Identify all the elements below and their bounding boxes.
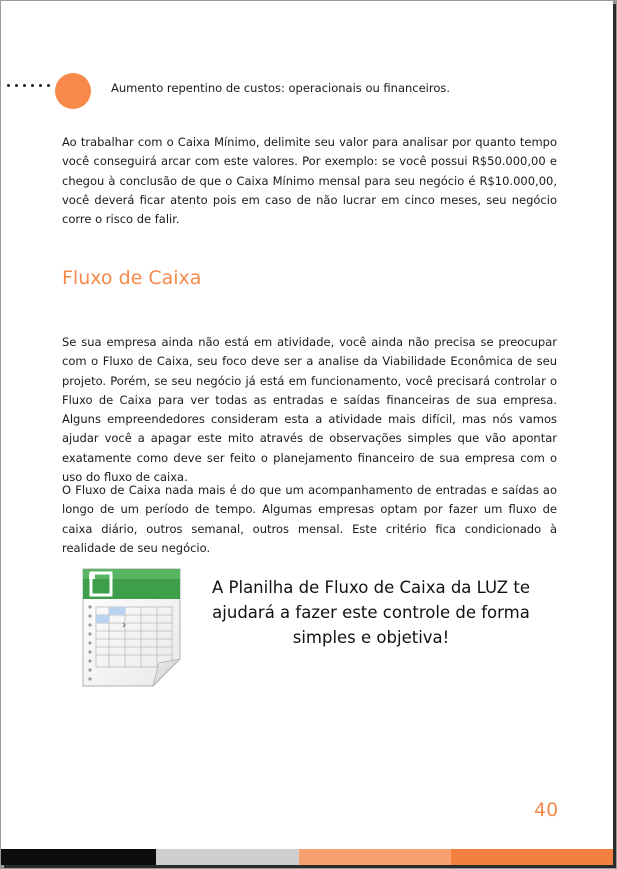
- footer-bar-black: [1, 849, 156, 865]
- page-shadow-right: [613, 4, 616, 868]
- section-heading: Fluxo de Caixa: [62, 267, 202, 289]
- callout-text: A Planilha de Fluxo de Caixa da LUZ te ajudará a fazer este controle de forma simples e objetiva!: [212, 578, 530, 647]
- footer-bar-orange: [451, 849, 613, 865]
- footer-bar-light-orange: [299, 849, 451, 865]
- bullet-dots: [7, 84, 50, 87]
- bullet-text: Aumento repentino de custos: operacionais ou financeiros.: [111, 81, 451, 95]
- paragraph-fluxo-definicao: O Fluxo de Caixa nada mais é do que um acompanhamento de entradas e saídas ao longo de um período de tempo. Algumas empresas optam por fazer um fluxo de caixa diário, outros semanal, outros mensal. Este critério fica condicionado à realidade de seu negócio.: [62, 483, 557, 555]
- page-number: 40: [534, 799, 559, 821]
- spreadsheet-icon: [79, 565, 184, 689]
- bullet-circle-icon: [55, 73, 91, 109]
- document-page: [1, 1, 613, 865]
- paragraph-fluxo-intro: Se sua empresa ainda não está em atividade, você ainda não precisa se preocupar com o Fluxo de Caixa, seu foco deve ser a analise da Viabilidade Econômica de seu projeto. Porém, se seu negócio já está em funcionamento, você precisará controlar o Fluxo de Caixa para ver todas as entradas e saídas financeiras de sua empresa. Alguns empreendedores consideram esta a atividade mais difícil, mas nós vamos ajudar você a apagar este mito através de observações simples que vão apontar exatamente como deve ser feito o planejamento financeiro de sua empresa com o uso do fluxo de caixa.: [62, 335, 557, 485]
- page-shadow-bottom: [4, 865, 616, 868]
- paragraph-caixa-minimo: Ao trabalhar com o Caixa Mínimo, delimite seu valor para analisar por quanto tempo você conseguirá arcar com este valores. Por exemplo: se você possui R$50.000,00 e chegou à conclusão de que o Caixa Mínimo mensal para seu negócio é R$10.000,00, você deverá ficar atento pois em caso de não lucrar em cinco meses, seu negócio corre o risco de falir.: [62, 135, 557, 227]
- footer-bar-gray: [156, 849, 299, 865]
